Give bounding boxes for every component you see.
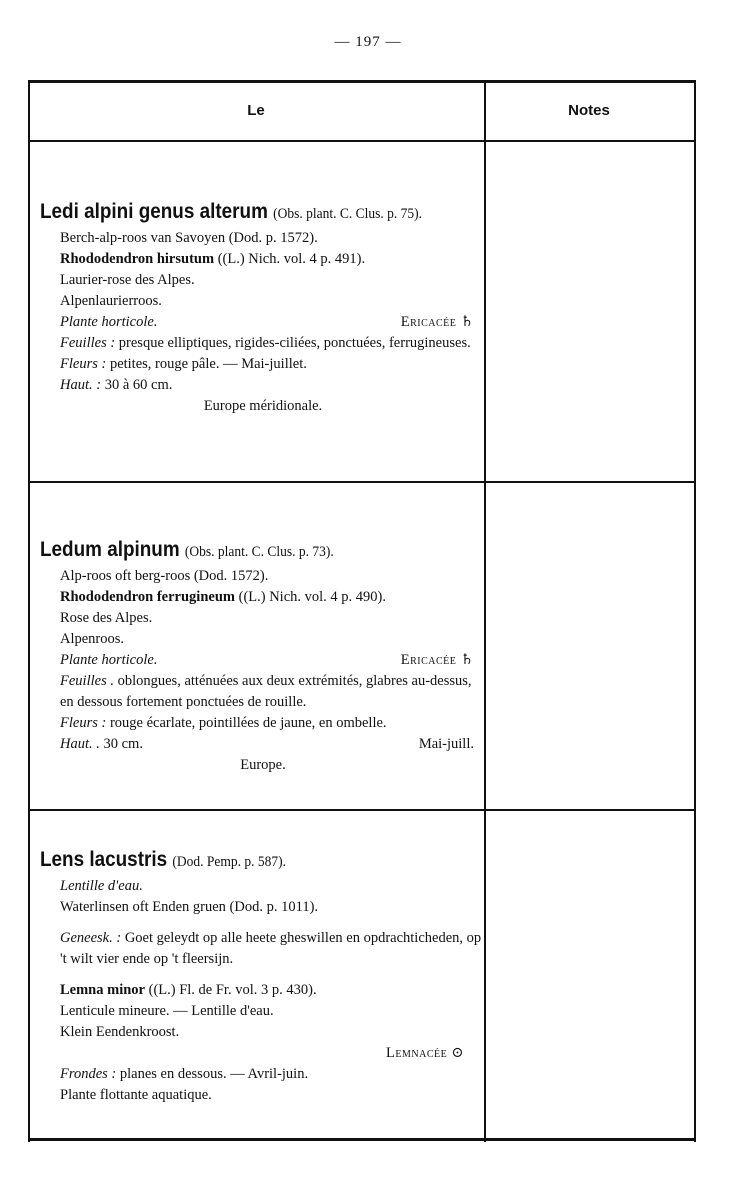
left-border	[28, 80, 30, 1142]
entry-title: Lens lacustris (Dod. Pemp. p. 587).	[40, 848, 286, 871]
entry-line: Laurier-rose des Alpes.	[60, 272, 195, 288]
frondes-line: Frondes : planes en dessous. — Avril-juin.	[60, 1066, 309, 1082]
fleurs-line: Fleurs : petites, rouge pâle. — Mai-juillet.	[60, 356, 307, 372]
page-number: — 197 —	[334, 34, 402, 50]
entry-line: Alpenroos.	[60, 631, 125, 647]
entry-lens-lacustris	[40, 846, 486, 1106]
family-line: Lemnacée ⊙	[386, 1045, 464, 1061]
feuilles-line: Feuilles : presque elliptiques, rigides-ciliées, ponctuées, ferrugineuses.	[60, 335, 471, 351]
header-le: Le	[247, 102, 265, 119]
entry-title: Ledi alpini genus alterum (Obs. plant. C. Clus. p. 75).	[40, 200, 423, 223]
entry-ledum-alpinum	[40, 536, 486, 776]
entry-line: Klein Eendenkroost.	[60, 1024, 180, 1040]
region-line: Europe méridionale.	[203, 398, 323, 414]
entry-line: Rose des Alpes.	[60, 610, 153, 626]
entry-line: Waterlinsen oft Enden gruen (Dod. p. 1011).	[60, 899, 319, 915]
type-row: Plante horticole. Ericacée ♄	[60, 314, 474, 330]
region-line: Europe.	[240, 757, 286, 773]
right-border	[694, 80, 696, 1142]
entry-ledi-alpini	[40, 198, 486, 417]
synonym-line: Rhododendron hirsutum ((L.) Nich. vol. 4 p. 491).	[60, 251, 366, 267]
haut-line: Haut. : 30 à 60 cm.	[60, 377, 173, 393]
header-notes: Notes	[568, 102, 610, 119]
bottom-rule	[28, 1138, 696, 1141]
synonym-line: Rhododendron ferrugineum ((L.) Nich. vol. 4 p. 490).	[60, 589, 386, 605]
entry-title: Ledum alpinum (Obs. plant. C. Clus. p. 73).	[40, 538, 334, 561]
table-frame	[28, 80, 696, 1142]
entry-line: Lenticule mineure. — Lentille d'eau.	[60, 1003, 274, 1019]
haut-line: Haut. . 30 cm. Mai-juill.	[60, 736, 474, 752]
header-rule	[28, 140, 696, 142]
top-rule	[28, 80, 696, 83]
type-row: Plante horticole. Ericacée ♄	[60, 652, 474, 668]
entry-line: Berch-alp-roos van Savoyen (Dod. p. 1572).	[60, 230, 318, 246]
row-rule-2	[28, 809, 696, 811]
entry-line: Lentille d'eau.	[60, 878, 143, 894]
entry-line: Plante flottante aquatique.	[60, 1087, 212, 1103]
geneesk-line: Geneesk. : Goet geleydt op alle heete gheswillen en opdrachticheden, op 't wilt vier ende op 't fleersijn.	[60, 930, 482, 967]
row-rule-1	[28, 481, 696, 483]
synonym-line: Lemna minor ((L.) Fl. de Fr. vol. 3 p. 430).	[60, 982, 317, 998]
feuilles-line: Feuilles . oblongues, atténuées aux deux extrémités, glabres au-dessus, en dessous fortement ponctuées de rouille.	[60, 673, 472, 710]
entry-line: Alp-roos oft berg-roos (Dod. 1572).	[60, 568, 269, 584]
fleurs-line: Fleurs : rouge écarlate, pointillées de jaune, en ombelle.	[60, 715, 387, 731]
entry-line: Alpenlaurierroos.	[60, 293, 162, 309]
